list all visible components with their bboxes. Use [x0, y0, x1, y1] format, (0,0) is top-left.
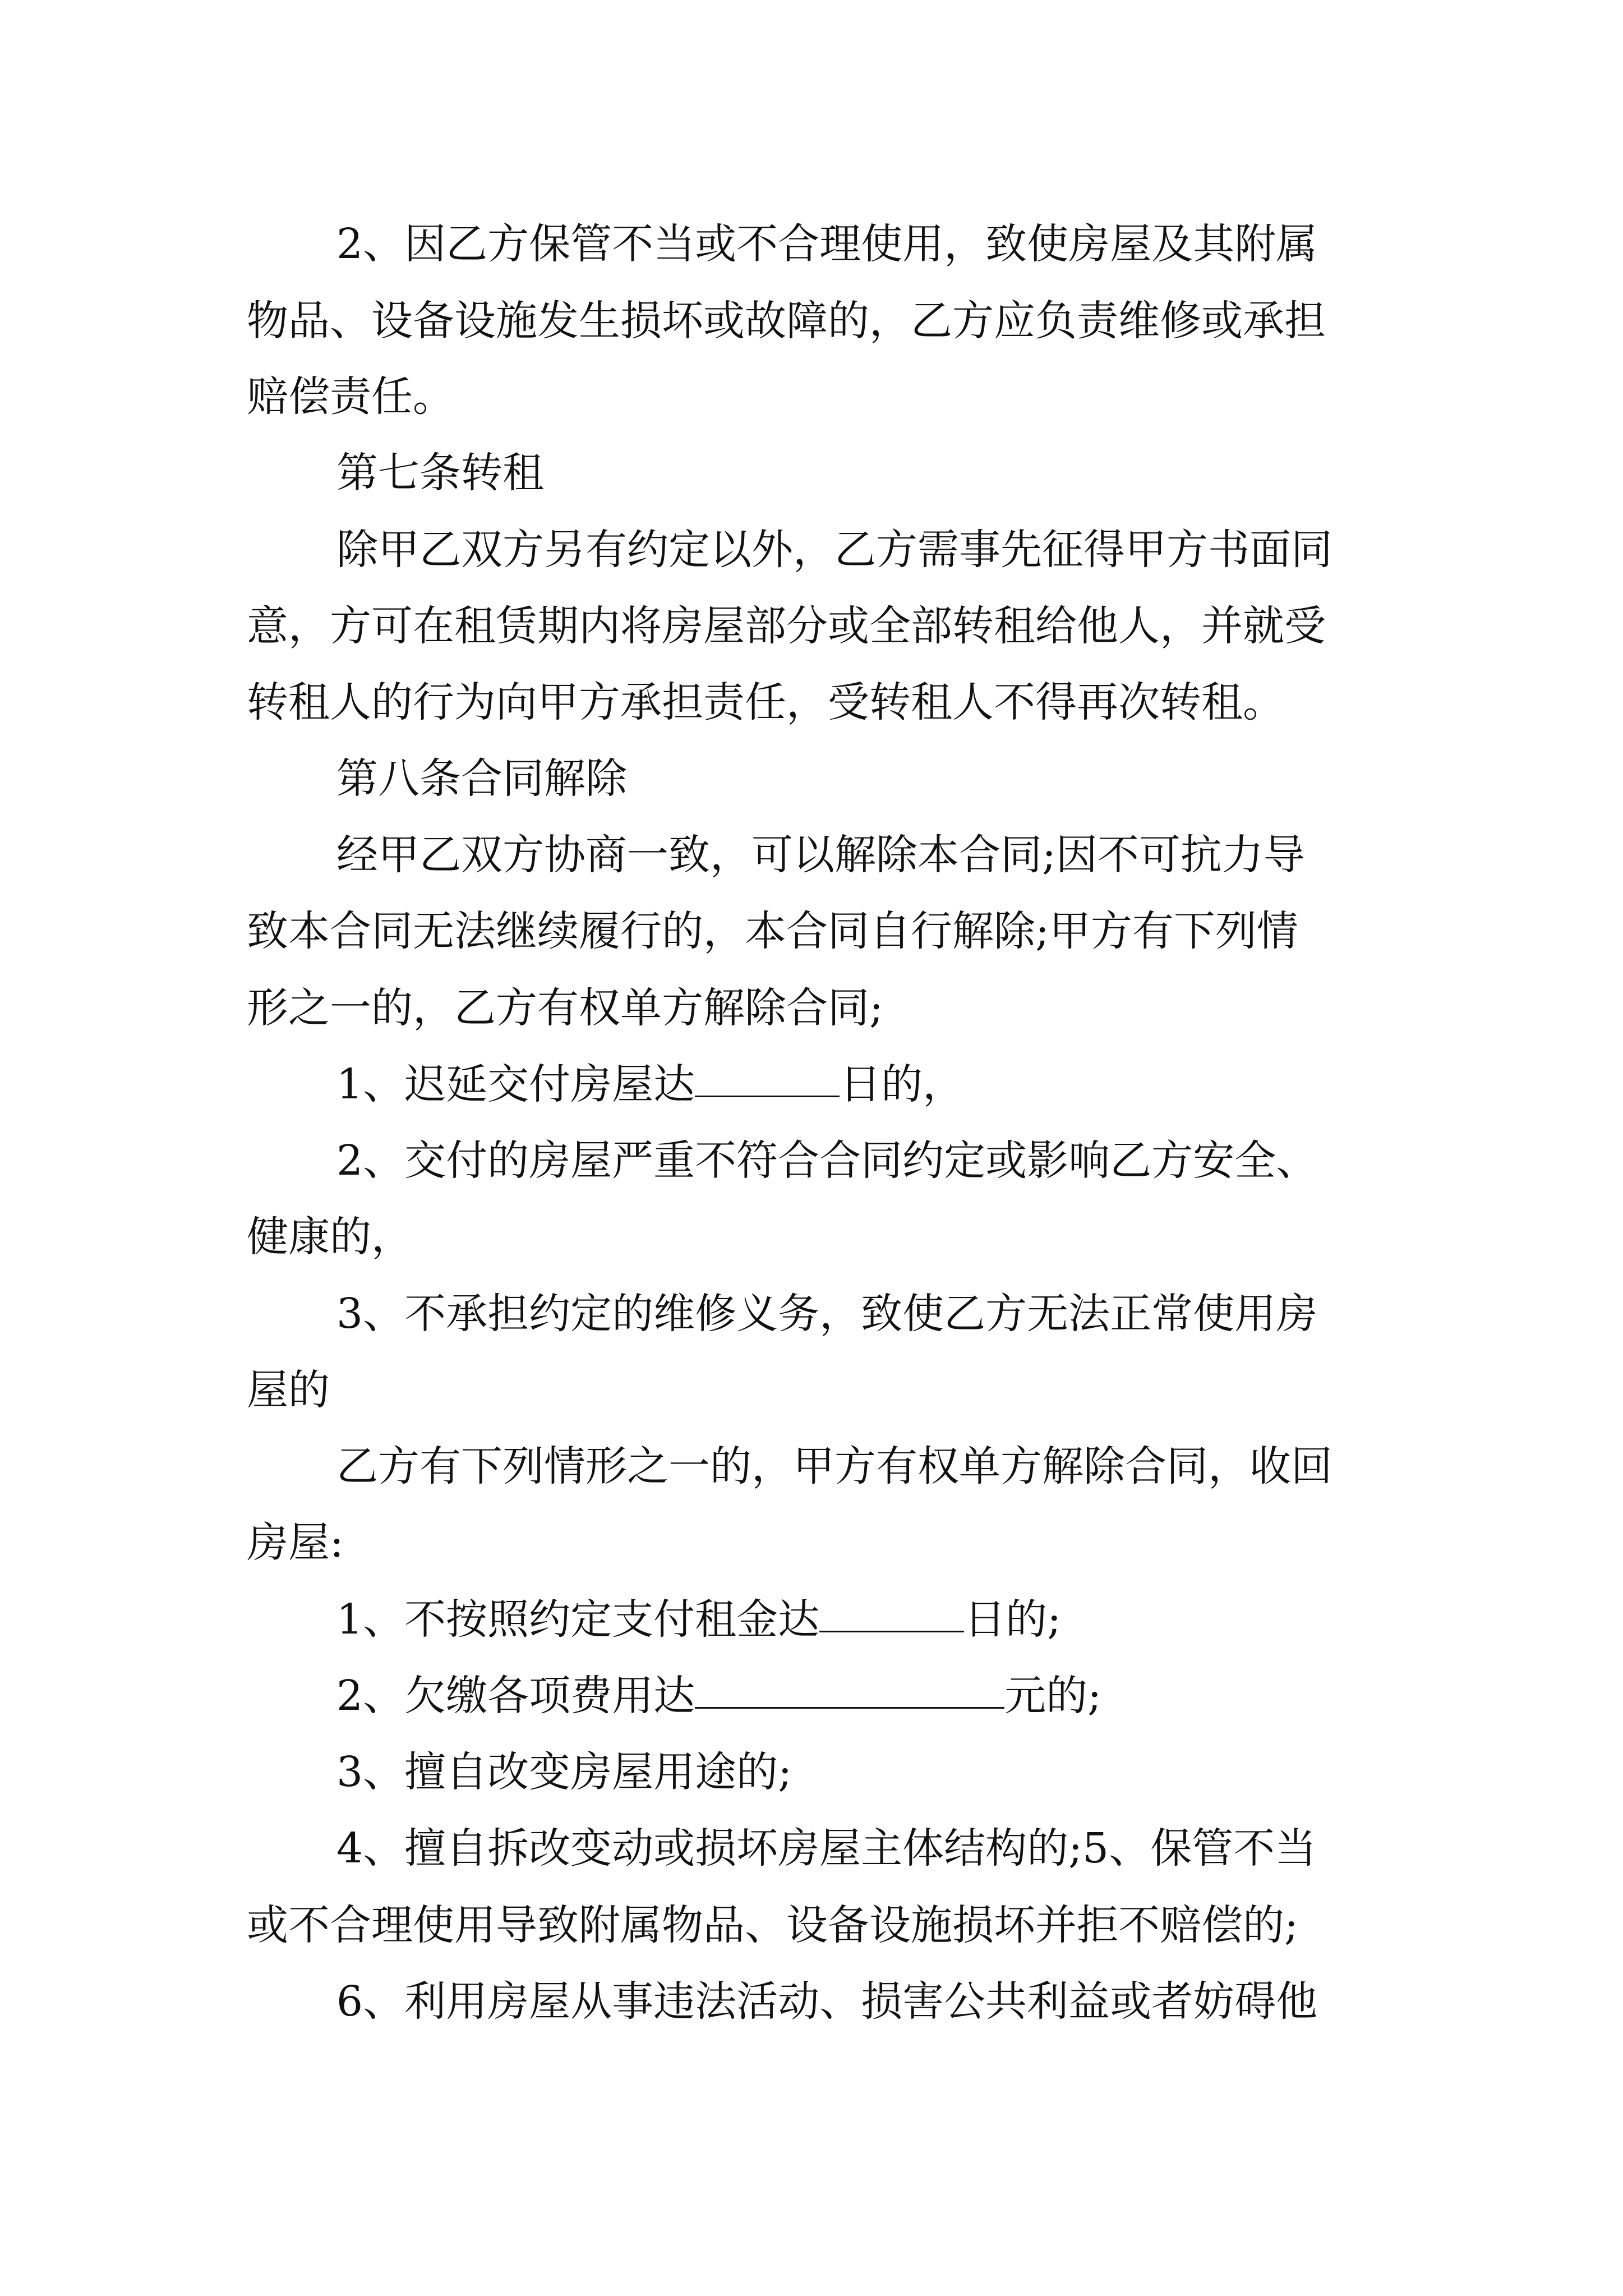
paragraph-line: 经甲乙双方协商一致，可以解除本合同;因不可抗力导 [336, 831, 1305, 879]
paragraph-line: 物品、设备设施发生损坏或故障的，乙方应负责维修或承担 [247, 297, 1326, 345]
paragraph-line: 赔偿责任。 [247, 372, 454, 421]
paragraph-line: 转租人的行为向甲方承担责任，受转租人不得再次转租。 [247, 678, 1284, 726]
line-text: 元的; [1004, 1672, 1102, 1720]
paragraph-line: 屋的 [247, 1366, 330, 1414]
blank-underline [695, 1706, 1004, 1709]
section-heading: 第八条合同解除 [336, 754, 627, 803]
paragraph-line: 2、交付的房屋严重不符合合同约定或影响乙方安全、 [336, 1137, 1318, 1185]
line-text: 2、欠缴各项费用达 [336, 1672, 695, 1720]
paragraph-line: 2、因乙方保管不当或不合理使用，致使房屋及其附属 [336, 220, 1318, 268]
paragraph-line: 3、擅自改变房屋用途的; [336, 1748, 792, 1796]
line-text: 日的， [840, 1060, 965, 1108]
line-text: 日的; [964, 1595, 1062, 1644]
paragraph-line: 3、不承担约定的维修义务，致使乙方无法正常使用房 [336, 1290, 1318, 1338]
fill-in-line [336, 1668, 1101, 1724]
blank-underline [695, 1095, 840, 1097]
section-heading: 第七条转租 [336, 449, 544, 497]
paragraph-line: 致本合同无法继续履行的，本合同自行解除;甲方有下列情 [247, 907, 1298, 955]
paragraph-line: 意，方可在租赁期内将房屋部分或全部转租给他人，并就受 [247, 602, 1326, 650]
paragraph-line: 4、擅自拆改变动或损坏房屋主体结构的;5、保管不当 [336, 1824, 1317, 1872]
paragraph-line: 或不合理使用导致附属物品、设备设施损坏并拒不赔偿的; [247, 1901, 1298, 1949]
blank-underline [819, 1630, 964, 1632]
line-text: 1、不按照约定支付租金达 [336, 1595, 820, 1644]
fill-in-line [336, 1591, 1061, 1648]
paragraph-line: 形之一的，乙方有权单方解除合同; [247, 984, 883, 1032]
paragraph-line: 6、利用房屋从事违法活动、损害公共利益或者妨碍他 [336, 1977, 1318, 2026]
paragraph-line: 健康的， [247, 1213, 413, 1261]
paragraph-line: 除甲乙双方另有约定以外，乙方需事先征得甲方书面同 [336, 526, 1332, 574]
fill-in-line [336, 1056, 964, 1112]
line-text: 1、迟延交付房屋达 [336, 1060, 695, 1108]
paragraph-line: 乙方有下列情形之一的，甲方有权单方解除合同，收回 [336, 1442, 1332, 1490]
paragraph-line: 房屋: [247, 1519, 344, 1567]
